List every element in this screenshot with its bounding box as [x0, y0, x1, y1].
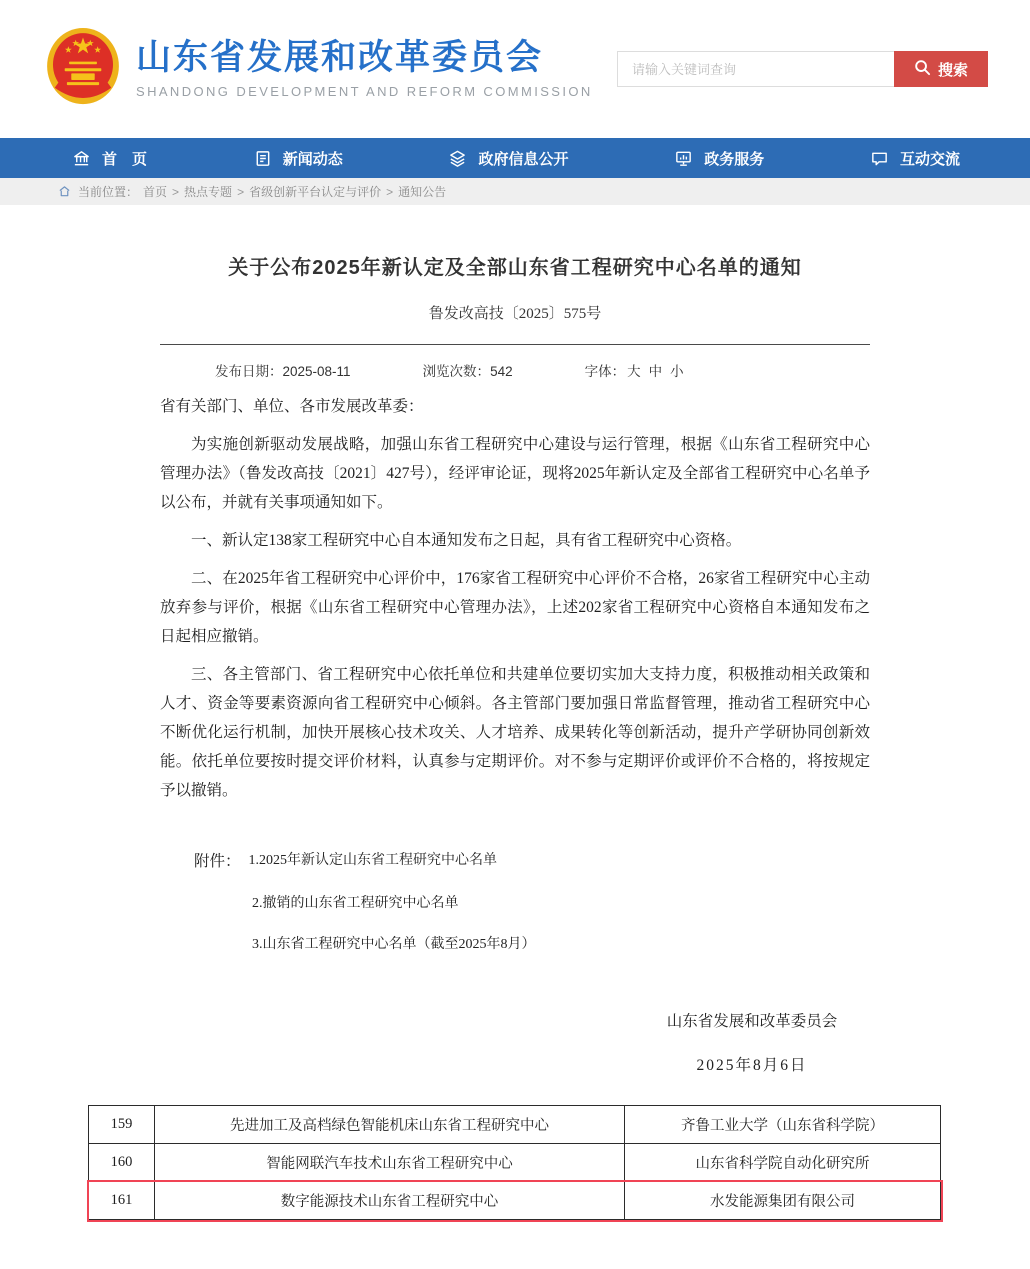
- signature-date: 2025年8月6日: [696, 1057, 808, 1074]
- paragraph: 一、新认定138家工程研究中心自本通知发布之日起，具有省工程研究中心资格。: [191, 532, 742, 549]
- chat-icon: [870, 149, 889, 168]
- breadcrumb-separator: >: [386, 184, 394, 199]
- signature-block: [602, 1009, 902, 1075]
- table-row-highlighted: [89, 1182, 941, 1220]
- row-number-cell: 159: [89, 1106, 155, 1144]
- nav-item-label: 首 页: [102, 150, 148, 168]
- attachments-label: 附件：: [194, 853, 241, 870]
- font-size-controls: 字体： 大 中 小: [585, 360, 684, 380]
- page-title: 关于公布2025年新认定及全部山东省工程研究中心名单的通知: [228, 257, 802, 279]
- breadcrumb-item-notices[interactable]: 通知公告: [398, 185, 447, 199]
- breadcrumb-separator: >: [172, 184, 180, 199]
- breadcrumb-item-home[interactable]: 首页: [143, 185, 168, 199]
- nav-item-label: 政府信息公开: [478, 150, 569, 168]
- paragraph: 三、各主管部门、省工程研究中心依托单位和共建单位要切实加大支持力度，积极推动相关政策和人才、资金等要素资源向省工程研究中心倾斜。各主管部门要加强日常监督管理，推动省工程研究中心不断优化运行机制，加快开展核心技术攻关、人才培养、成果转化等创新活动，提升产学研协同创新效能。依托单位要按时提交评价材料，认真参与定期评价。对不参与定期评价或评价不合格的，将按规定予以撤销。: [160, 666, 870, 799]
- org-name-cell: 齐鲁工业大学（山东省科学院）: [625, 1106, 941, 1144]
- font-size-small[interactable]: 小: [670, 364, 684, 379]
- layers-icon: [448, 149, 467, 168]
- breadcrumb-separator: >: [237, 184, 245, 199]
- font-size-medium[interactable]: 中: [648, 364, 663, 379]
- center-name-cell: 数字能源技术山东省工程研究中心: [155, 1182, 625, 1220]
- attachment-link-2[interactable]: 2.撤销的山东省工程研究中心名单: [252, 896, 459, 911]
- site-title-block: [136, 39, 593, 100]
- doc-number: 鲁发改高技〔2025〕575号: [428, 306, 602, 322]
- salutation: 省有关部门、单位、各市发展改革委：: [160, 398, 424, 415]
- site-header: [0, 0, 1030, 138]
- divider: [160, 344, 870, 345]
- home-icon: [58, 185, 71, 198]
- bank-icon: [72, 149, 91, 168]
- nav-item-gov-info[interactable]: [448, 148, 568, 169]
- row-number-cell: 160: [89, 1144, 155, 1182]
- center-list-table: [88, 1105, 941, 1220]
- nav-item-news[interactable]: [253, 148, 343, 169]
- org-name-cell: 山东省科学院自动化研究所: [625, 1144, 941, 1182]
- nav-item-home[interactable]: [72, 148, 147, 169]
- table-row: [89, 1106, 941, 1144]
- nav-item-label: 新闻动态: [282, 150, 343, 168]
- main-nav: [0, 138, 1030, 178]
- news-icon: [253, 149, 272, 168]
- site-search: [617, 51, 988, 87]
- org-name-cell: 水发能源集团有限公司: [625, 1182, 941, 1220]
- nav-item-label: 政务服务: [704, 150, 765, 168]
- search-icon: [914, 59, 931, 80]
- site-brand: [46, 28, 593, 110]
- breadcrumb-item-topics[interactable]: 热点专题: [184, 185, 233, 199]
- breadcrumb-prefix: 当前位置：: [78, 185, 139, 199]
- national-emblem-logo: [46, 28, 120, 110]
- attachment-link-1[interactable]: 1.2025年新认定山东省工程研究中心名单: [248, 853, 498, 868]
- breadcrumb: [0, 178, 1030, 205]
- signature-org: 山东省发展和改革委员会: [666, 1013, 838, 1030]
- row-number-cell: 161: [89, 1182, 155, 1220]
- search-input[interactable]: [617, 51, 894, 87]
- nav-item-interaction[interactable]: [870, 148, 960, 169]
- publish-date: 发布日期：2025-08-11: [215, 364, 351, 379]
- table-row: [89, 1144, 941, 1182]
- paragraph: 二、在2025年省工程研究中心评价中，176家省工程研究中心评价不合格，26家省工程研究中心主动放弃参与评价，根据《山东省工程研究中心管理办法》，上述202家省工程研究中心资格自本通知发布之日起相应撤销。: [160, 570, 870, 645]
- monitor-icon: [674, 149, 693, 168]
- doc-meta: [160, 360, 870, 380]
- breadcrumb-item-platform[interactable]: 省级创新平台认定与评价: [249, 185, 382, 199]
- nav-item-label: 互动交流: [899, 150, 960, 168]
- center-list-table-wrap: [88, 1105, 941, 1220]
- nav-item-services[interactable]: [674, 148, 764, 169]
- attachments: [160, 849, 870, 953]
- document-body: [160, 392, 870, 805]
- site-subtitle: SHANDONG DEVELOPMENT AND REFORM COMMISSION: [136, 84, 593, 100]
- search-button-label: 搜索: [937, 61, 968, 79]
- search-button[interactable]: [894, 51, 988, 87]
- paragraph: 为实施创新驱动发展战略，加强山东省工程研究中心建设与运行管理，根据《山东省工程研究中心管理办法》（鲁发改高技〔2021〕427号），经评审论证，现将2025年新认定及全部省工程研究中心名单予以公布，并就有关事项通知如下。: [160, 436, 870, 511]
- site-title: 山东省发展和改革委员会: [136, 37, 544, 77]
- center-name-cell: 智能网联汽车技术山东省工程研究中心: [155, 1144, 625, 1182]
- font-size-large[interactable]: 大: [627, 364, 641, 379]
- center-name-cell: 先进加工及高档绿色智能机床山东省工程研究中心: [155, 1106, 625, 1144]
- attachment-link-3[interactable]: 3.山东省工程研究中心名单（截至2025年8月）: [252, 937, 536, 952]
- view-count: 浏览次数：542: [422, 364, 513, 379]
